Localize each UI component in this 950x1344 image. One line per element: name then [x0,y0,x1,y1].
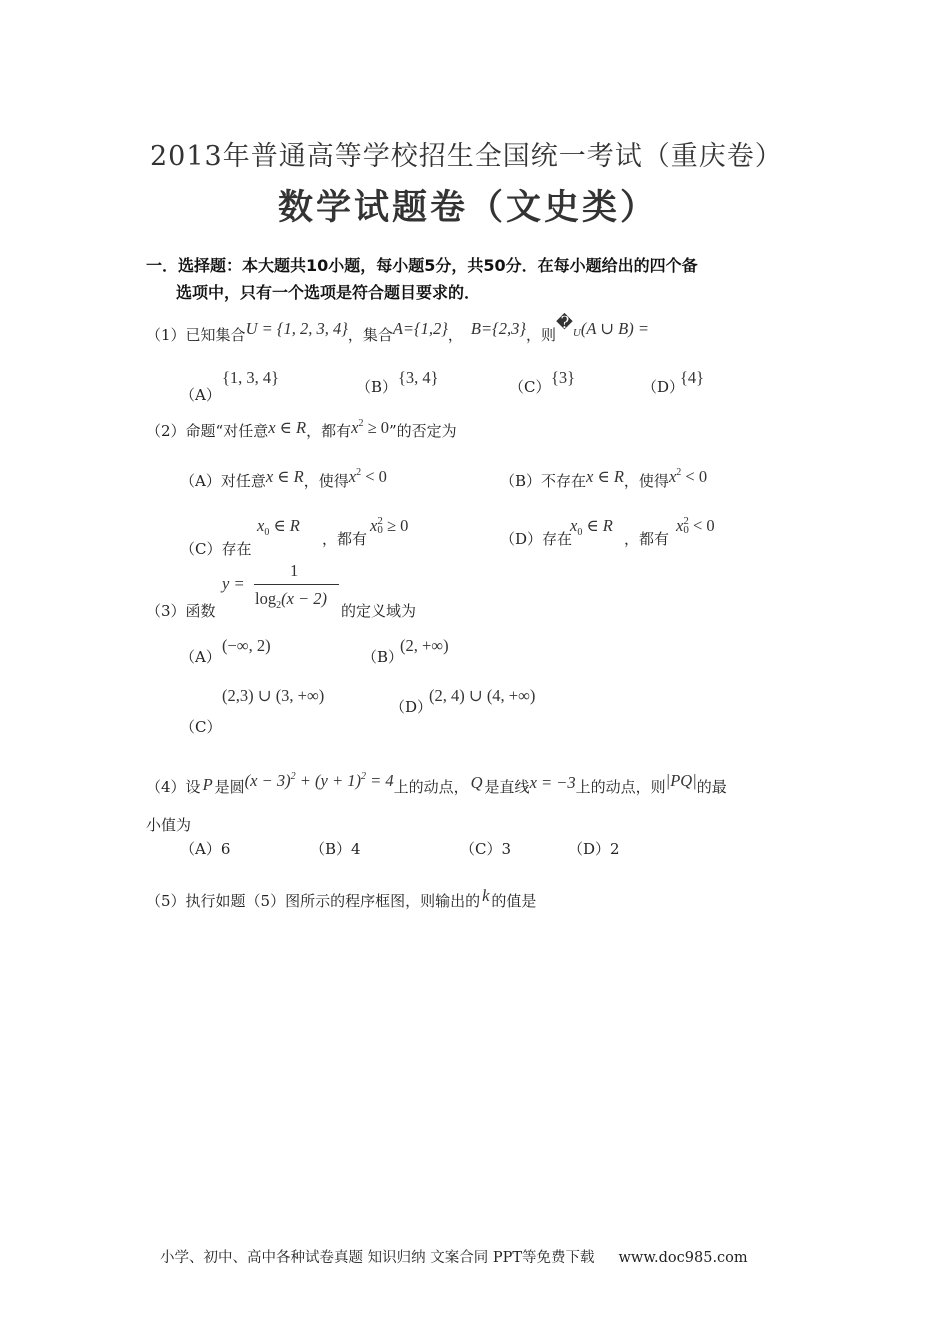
option-b: （B）4 [310,840,361,858]
option-c-text: ，都有 [322,530,368,548]
option-c-value: (2,3) ∪ (3, +∞) [222,686,325,705]
math-relation: ∈ R [582,516,613,535]
question-text: 的值是 [491,892,537,910]
math-set-a: A={1,2} [392,319,448,338]
question-text: ，都有 [306,422,352,440]
math-variable: x [370,516,378,535]
log-function: log [255,589,277,608]
question-text: ”的否定为 [389,422,457,440]
option-d-math [570,516,613,538]
line-equation: x = −3 [529,773,576,792]
option-c: （C）3 [460,840,512,858]
math-variable: x [257,516,265,535]
math-exponent: 2 [290,771,296,782]
math-relation: < 0 [688,516,715,535]
option-a-label: （A） [180,648,221,666]
question-5 [146,886,537,911]
question-text: 的最 [696,778,727,796]
math-set-b: B={2,3} [470,319,526,338]
math-expression [669,467,707,486]
circle-equation [245,771,394,790]
fraction-denominator [255,589,327,611]
point-p: P [202,775,213,794]
question-number: （1） [146,326,186,344]
option-b-label: （B） [362,648,404,666]
option-text: ，使得 [303,472,349,490]
math-relation: < 0 [361,467,387,486]
option-a: （A）6 [180,840,231,858]
option-d-text: ，都有 [624,530,670,548]
question-text: 命题“对任意 [185,422,269,440]
option-b-value: (2, +∞) [400,636,449,655]
question-4-cont: 小值为 [146,816,192,834]
math-relation: ≥ 0 [363,418,389,437]
option-c-value: {3} [551,368,576,387]
question-text: ，集合 [347,326,393,344]
math-exponent: 2 [360,771,366,782]
question-text: 是圆 [214,778,245,796]
question-text: 已知集合 [185,326,246,344]
math-expression: x ∈ R [586,467,624,486]
option-c-math [257,516,300,538]
math-expression [351,418,389,437]
option-text: 不存在 [541,472,587,490]
option-b [500,467,708,491]
math-relation: ≥ 0 [382,516,409,535]
footer [160,1246,748,1267]
question-text: 上的动点， [393,778,469,796]
section-heading-cont: 选项中，只有一个选项是符合题目要求的． [176,283,481,302]
option-d-label: （D） [390,698,433,716]
option-d: （D）2 [568,840,620,858]
option-label: （D） [500,530,543,548]
point-q: Q [470,773,483,792]
math-subscript: 0 [264,527,270,538]
footer-link[interactable]: www.doc985.com [618,1250,748,1266]
math-exponent: 2 [676,467,682,478]
option-c-label: （C） [180,718,222,736]
option-text: ，使得 [623,472,669,490]
distance-pq: |PQ| [665,771,697,790]
fraction-numerator: 1 [290,561,299,580]
option-d-math-2 [676,516,715,536]
exam-title: 2013年普通高等学校招生全国统一考试（重庆卷） [150,141,783,172]
section-heading: 一．选择题：本大题共10小题，每小题5分，共50分．在每小题给出的四个备 [146,256,698,275]
option-a-value: (−∞, 2) [222,636,271,655]
option-c-math-2 [370,516,408,536]
option-c-label [180,538,252,559]
option-text: 对任意 [220,472,266,490]
math-relation: ∈ R [269,516,300,535]
math-exponent: 2 [356,467,362,478]
question-text: ，则 [525,326,556,344]
fraction-bar [254,584,339,585]
question-text: 设 [185,778,201,796]
math-expression [349,467,387,486]
math-variable: x [351,418,359,437]
option-label: （B） [500,472,542,490]
exam-subtitle: 数学试题卷（文史类） [278,188,659,228]
question-text: ， [447,326,463,344]
option-a-value: {1, 3, 4} [222,368,280,387]
question-3-text: 的定义域为 [341,602,417,620]
math-term: (x − 3) [244,771,291,790]
math-exponent: 2 [683,515,689,527]
question-number: （4） [146,778,186,796]
math-subscript: 0 [377,524,383,536]
complement-subscript: U [572,327,581,339]
math-expression: x ∈ R [265,467,304,486]
math-expression: (A ∪ B) = [580,319,650,338]
option-d-value: (2, 4) ∪ (4, +∞) [429,686,536,705]
math-exponent: 2 [358,418,364,429]
footer-text: 小学、初中、高中各种试卷真题 知识归纳 文案合同 PPT等免费下载 [160,1250,595,1266]
math-variable: x [676,516,684,535]
question-3 [146,600,216,621]
math-term: = 4 [365,771,394,790]
option-a-label: （A） [180,386,221,404]
option-text: 存在 [542,530,573,548]
complement-symbol: � [555,313,573,332]
question-text: 上的动点，则 [575,778,666,796]
option-d-label: （D） [642,378,685,396]
math-exponent: 2 [377,515,383,527]
option-b-label: （B） [356,378,398,396]
variable-k: k [482,886,490,905]
math-variable: x [348,467,357,486]
question-number: （2） [146,422,186,440]
question-text: 函数 [185,602,216,620]
question-number: （5） [146,892,186,910]
math-set-u: U = {1, 2, 3, 4} [245,319,348,338]
question-text: 是直线 [484,778,530,796]
math-subscript: 0 [683,524,689,536]
option-b-value: {3, 4} [398,368,439,387]
question-number: （3） [146,602,186,620]
math-variable: x [570,516,578,535]
option-c-label: （C） [509,378,551,396]
option-a [180,467,387,491]
option-d [500,528,572,549]
math-term: + (y + 1) [295,771,361,790]
log-base: 2 [276,600,282,611]
math-variable: x [668,467,677,486]
math-subscript: 0 [577,527,583,538]
question-2 [146,420,457,441]
function-y: y = [222,574,245,593]
option-d-value: {4} [680,368,705,387]
log-argument: (x − 2) [281,589,328,608]
question-4 [146,771,727,797]
question-1 [146,313,650,345]
math-expression: x ∈ R [268,418,307,437]
option-label: （A） [180,472,221,490]
question-text: 执行如题（5）图所示的程序框图，则输出的 [185,892,481,910]
option-label: （C） [180,540,222,558]
math-relation: < 0 [681,467,708,486]
option-text: 存在 [221,540,252,558]
